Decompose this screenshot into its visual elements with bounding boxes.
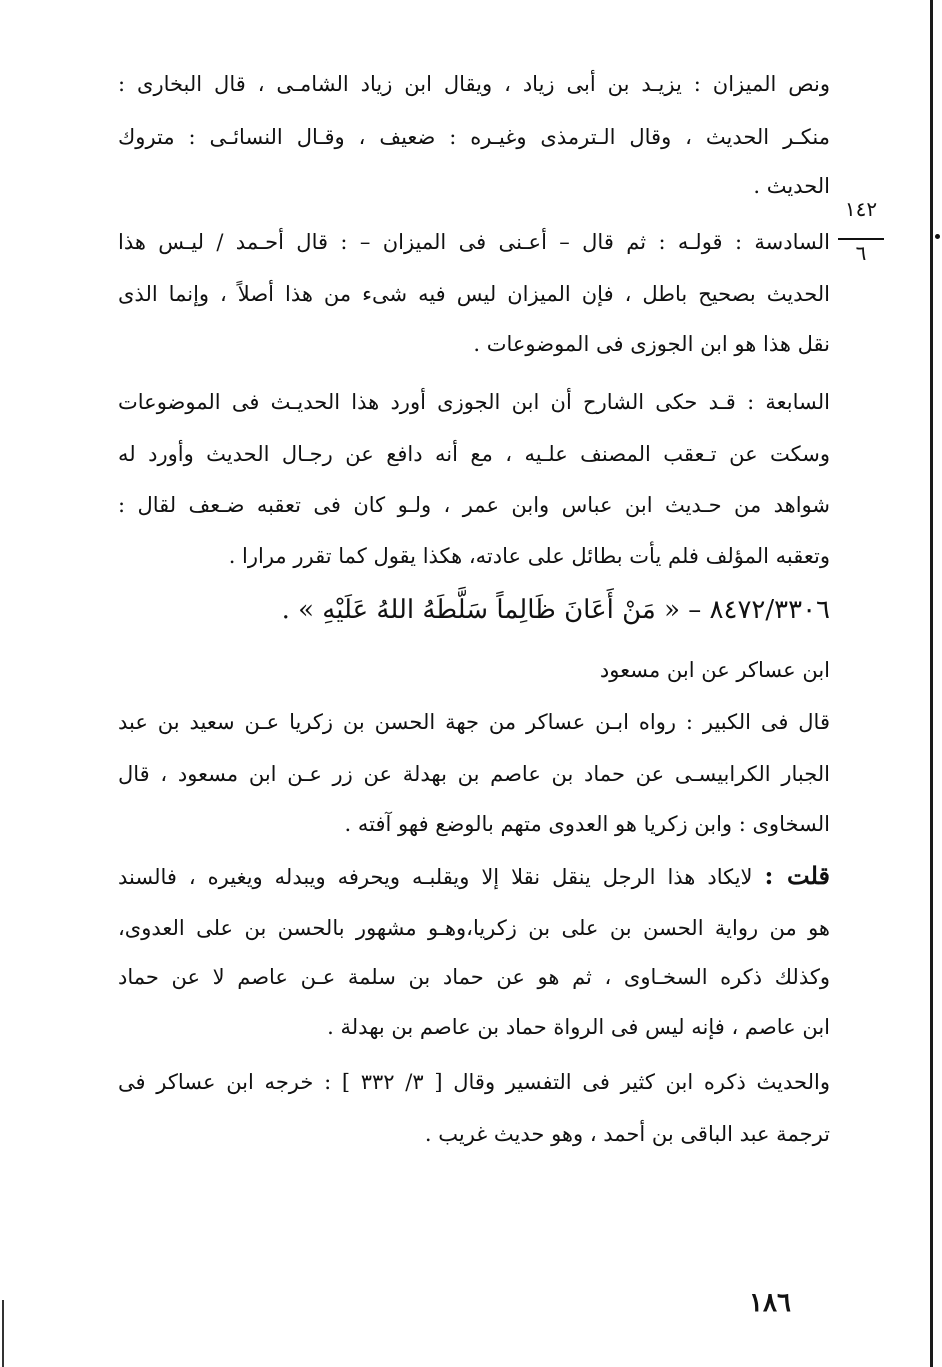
text-line: شواهد من حـديث ابن عباس وابن عمر ، ولـو كان فى تعقبه ضـعف لقال :	[118, 493, 830, 517]
text-line: منكـر الحديث ، وقال الـترمذى وغيـره : ضعيف ، وقـال النسائـى : متروك	[118, 125, 830, 149]
text-line: هو من رواية الحسن بن على بن زكريا،وهـو مشهور بالحسن بن على العدوى،	[118, 916, 830, 940]
text-line: نقل هذا هو ابن الجوزى فى الموضوعات .	[473, 332, 830, 356]
margin-reference-top: ١٤٢	[844, 197, 878, 221]
text-line: السخاوى : وابن زكريا هو العدوى متهم بالوضع فهو آفته .	[344, 812, 830, 836]
text-line: السابعة : قـد حكى الشارح أن ابن الجوزى أورد هذا الحديـث فى الموضوعات	[118, 390, 830, 414]
margin-dot	[935, 234, 940, 239]
page-number: ١٨٦	[749, 1288, 791, 1318]
text-line: الجبار الكرابيسـى عن حماد بن عاصم بن بهدلة عن زر عـن ابن مسعود ، قال	[118, 762, 830, 786]
text-line: وكذلك ذكره السخـاوى ، ثم هو عن حماد بن سلمة عـن عاصم لا عن حماد	[118, 965, 830, 989]
margin-reference-divider	[838, 238, 884, 240]
text-line: الحديث بصحيح باطل ، فإن الميزان ليس فيه شىء من هذا أصلاً ، وإنما الذى	[118, 282, 830, 306]
text-line	[118, 862, 830, 891]
hadith-text: ٨٤٧٢/٣٣٠٦ – « مَنْ أَعَانَ ظَالِماً سَلَّطَهُ اللهُ عَلَيْهِ » .	[281, 595, 830, 625]
text-line: ونص الميزان : يزيـد بن أبى زياد ، ويقال ابن زياد الشامـى ، قال البخارى :	[118, 72, 830, 96]
page-edge-mark	[2, 1300, 4, 1367]
text-line: الحديث .	[753, 174, 830, 198]
text-line: ابن عاصم ، فإنه ليس فى الرواة حماد بن عاصم بن بهدلة .	[327, 1015, 830, 1039]
text-line: والحديث ذكره ابن كثير فى التفسير وقال [ ٣/ ٣٣٢ ] : خرجه ابن عساكر فى	[118, 1070, 830, 1094]
margin-reference	[838, 198, 884, 264]
margin-reference-bottom: ٦	[855, 241, 867, 265]
text-line-content: لايكاد هذا الرجل ينقل نقلا إلا ويقلبـه ويحرفه ويبدله ويغيره ، فالسند	[118, 865, 765, 889]
text-line: وتعقبه المؤلف فلم يأت بطائل على عادته، هكذا يقول كما تقرر مرارا .	[228, 544, 830, 568]
text-line: وسكت عن تـعقب المصنف علـيه ، مع أنه دافع عن رجـال الحديث وأورد له	[118, 442, 830, 466]
qultu-lead: قلت :	[764, 861, 830, 890]
text-line: قال فى الكبير : رواه ابـن عساكر من جهة الحسن بن زكريا عـن سعيد بن عبد	[118, 710, 830, 734]
text-line: السادسة : قولـه : ثم قال – أعـنى فى الميزان – : قال أحـمد / ليـس هذا	[118, 230, 830, 254]
text-line: ترجمة عبد الباقى بن أحمد ، وهو حديث غريب .	[424, 1122, 830, 1146]
page-edge-rule	[930, 0, 933, 1367]
hadith-source: ابن عساكر عن ابن مسعود	[599, 658, 830, 682]
